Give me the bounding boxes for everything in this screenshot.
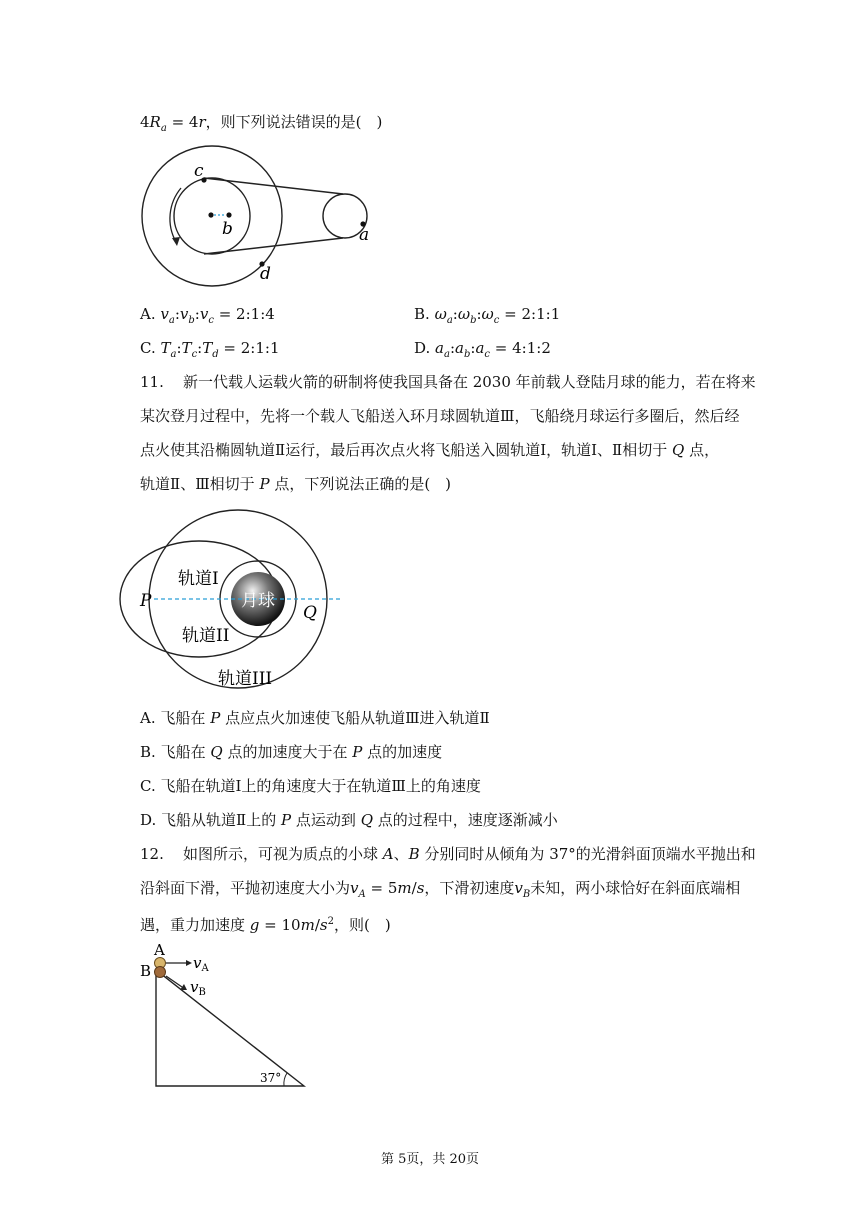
- q11-label-q: Q: [303, 603, 317, 623]
- q12-label-vb: $v_B$: [190, 978, 206, 998]
- q11-label-orbit2: 轨道II: [182, 626, 230, 646]
- q10-pulley-diagram: [138, 158, 378, 292]
- q10-label-c: c: [194, 161, 204, 181]
- q12-line-3: 遇，重力加速度 $g = 10m/s^2$，则( ): [140, 916, 391, 934]
- q11-label-orbit1: 轨道I: [178, 569, 219, 589]
- q11-option-b: B. 飞船在 Q 点的加速度大于在 P 点的加速度: [140, 743, 443, 761]
- q11-line-1: 11. 新一代载人运载火箭的研制将使我国具备在 2030 年前载人登陆月球的能力，若在将来: [140, 373, 756, 391]
- q12-incline-diagram: [138, 940, 318, 1090]
- q10-option-b: B. $\omega_a:\omega_b:\omega_c$ = 2:1:1: [414, 305, 561, 326]
- q10-label-a: a: [359, 225, 370, 245]
- page-footer: 第 5页，共 20页: [380, 1152, 480, 1167]
- q10-label-b: b: [222, 219, 233, 239]
- q11-option-c: C. 飞船在轨道Ⅰ上的角速度大于在轨道Ⅲ上的角速度: [140, 777, 481, 795]
- q11-option-d: D. 飞船从轨道Ⅱ上的 P 点运动到 Q 点的过程中，速度逐渐减小: [140, 811, 558, 829]
- q11-line-2: 某次登月过程中，先将一个载人飞船送入环月球圆轨道Ⅲ，飞船绕月球运行多圈后，然后经: [140, 407, 740, 425]
- q11-line-4: 轨道Ⅱ、Ⅲ相切于 P 点，下列说法正确的是( ): [140, 475, 452, 493]
- q11-option-a: A. 飞船在 P 点应点火加速使飞船从轨道Ⅲ进入轨道Ⅱ: [140, 709, 490, 727]
- q12-label-a: A: [154, 941, 165, 959]
- q12-label-b: B: [140, 962, 152, 980]
- q10-label-d: d: [260, 264, 271, 284]
- q10-option-d: D. $a_a:a_b:a_c$ = 4:1:2: [414, 339, 551, 360]
- q11-line-3: 点火使其沿椭圆轨道Ⅱ运行，最后再次点火将飞船送入圆轨道Ⅰ，轨道Ⅰ、Ⅱ相切于 Q 点，: [140, 441, 720, 459]
- q11-orbit-diagram: [138, 506, 358, 696]
- q12-label-va: $v_A$: [193, 954, 209, 974]
- q12-line-1: 12. 如图所示，可视为质点的小球 A、B 分别同时从倾角为 37°的光滑斜面顶端水平抛出和: [140, 845, 756, 863]
- q12-line-2: 沿斜面下滑，平抛初速度大小为$v_A = 5m/s$，下滑初速度$v_B$未知，两小球恰好在斜面底端相: [140, 879, 741, 900]
- q11-label-p: P: [140, 591, 152, 611]
- q10-option-a: A. $v_a:v_b:v_c$ = 2:1:4: [140, 305, 275, 326]
- q11-label-orbit3: 轨道III: [218, 669, 273, 689]
- q10-stem-tail: $4R_a = 4r$，则下列说法错误的是( ): [140, 113, 383, 134]
- q10-option-c: C. $T_a:T_c:T_d$ = 2:1:1: [140, 339, 280, 360]
- q11-label-moon: 月球: [241, 591, 275, 611]
- q12-label-angle: 37°: [260, 1071, 282, 1085]
